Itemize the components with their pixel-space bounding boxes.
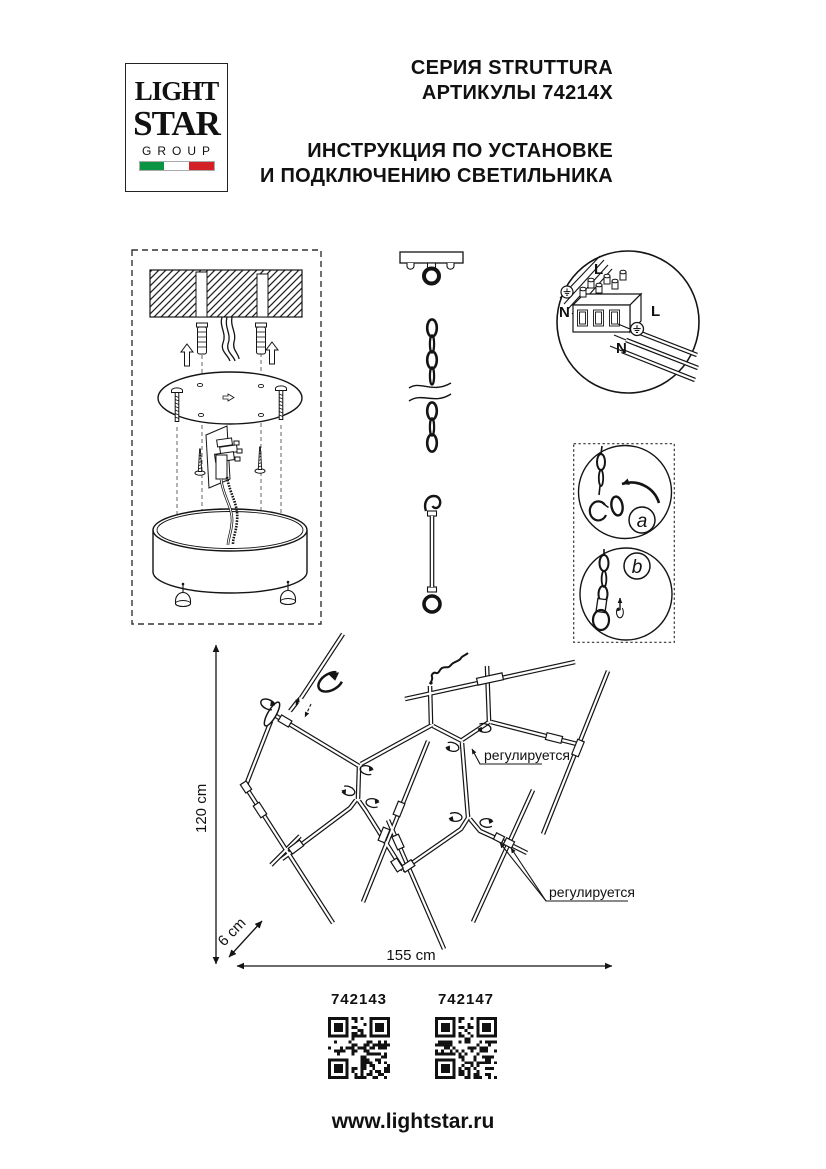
- wire-l-label: L: [651, 303, 661, 320]
- drill-hole-left: [196, 272, 207, 317]
- terminal-l-label: L: [594, 261, 604, 278]
- cord-knot: [429, 681, 432, 684]
- logo-word-light: LIGHT: [134, 76, 219, 106]
- qr-code-742143: [328, 1017, 390, 1079]
- ceiling-hatch: [150, 270, 302, 317]
- website-url: www.lightstar.ru: [331, 1110, 495, 1133]
- canopy-drum: [153, 509, 307, 593]
- insert-arrow-left: [181, 344, 193, 366]
- insert-direction-arrow: [305, 704, 311, 717]
- width-dimension-label: 155 cm: [386, 947, 436, 964]
- flag-white: [164, 162, 189, 170]
- chandelier-rods: [246, 634, 608, 949]
- articles-title: АРТИКУЛЫ 74214X: [421, 82, 613, 104]
- ceiling-bracket: [400, 252, 463, 284]
- insert-arrow-right: [266, 342, 278, 364]
- terminal-n-label: N: [559, 304, 570, 321]
- height-dimension-label: 120 cm: [193, 783, 210, 833]
- chandelier-rods: [246, 634, 608, 949]
- label-b: b: [631, 557, 643, 578]
- earth-icon: [631, 323, 644, 336]
- flag-red: [189, 162, 214, 170]
- detail-a: [579, 446, 672, 539]
- lightstar-logo: [125, 63, 228, 192]
- wall-anchor-left: [197, 323, 208, 354]
- hanging-ring: [424, 269, 439, 284]
- qr-code-742147: [435, 1017, 497, 1079]
- hook: [425, 496, 440, 511]
- terminal-assembly: [206, 426, 242, 488]
- mains-wires: [221, 317, 239, 361]
- logo-word-star: STAR: [133, 104, 220, 143]
- wiring-detail-diagram: [556, 248, 702, 396]
- earth-icon: [561, 286, 573, 298]
- drill-hole-right: [257, 274, 268, 317]
- wire-n-label: N: [616, 340, 627, 357]
- chandelier-dimension-diagram: [150, 620, 700, 1000]
- ceiling-mounting-diagram: [131, 249, 322, 625]
- chain: [409, 319, 451, 451]
- power-cord: [430, 653, 468, 684]
- label-a: a: [636, 511, 648, 532]
- series-title: СЕРИЯ STRUTTURA: [410, 57, 613, 79]
- suspension-parts-diagram: [360, 245, 470, 625]
- tapping-screw-right: [255, 447, 265, 473]
- instruction-line-1: ИНСТРУКЦИЯ ПО УСТАНОВКЕ: [307, 140, 613, 162]
- instruction-title: [240, 139, 613, 189]
- adjustable-label-1: регулируется: [484, 747, 570, 763]
- logo-word-group: GROUP: [141, 144, 216, 158]
- catalog-code-2: 742147: [437, 991, 495, 1008]
- italian-flag-stripe: [139, 161, 215, 171]
- tapping-screw-left: [195, 449, 205, 475]
- chain-detail-diagram: [573, 443, 675, 643]
- instruction-line-2: И ПОДКЛЮЧЕНИЮ СВЕТИЛЬНИКА: [259, 165, 613, 187]
- catalog-code-1: 742143: [330, 991, 388, 1008]
- adjustable-callout-1: [472, 747, 570, 764]
- flag-green: [140, 162, 165, 170]
- rod-ring: [424, 596, 440, 612]
- adjustable-label-2: регулируется: [549, 884, 635, 900]
- rotation-arrows: [259, 668, 494, 828]
- depth-dimension-label: 6 cm: [214, 914, 250, 950]
- wall-anchor-right: [256, 323, 267, 354]
- header-titles: [240, 56, 613, 189]
